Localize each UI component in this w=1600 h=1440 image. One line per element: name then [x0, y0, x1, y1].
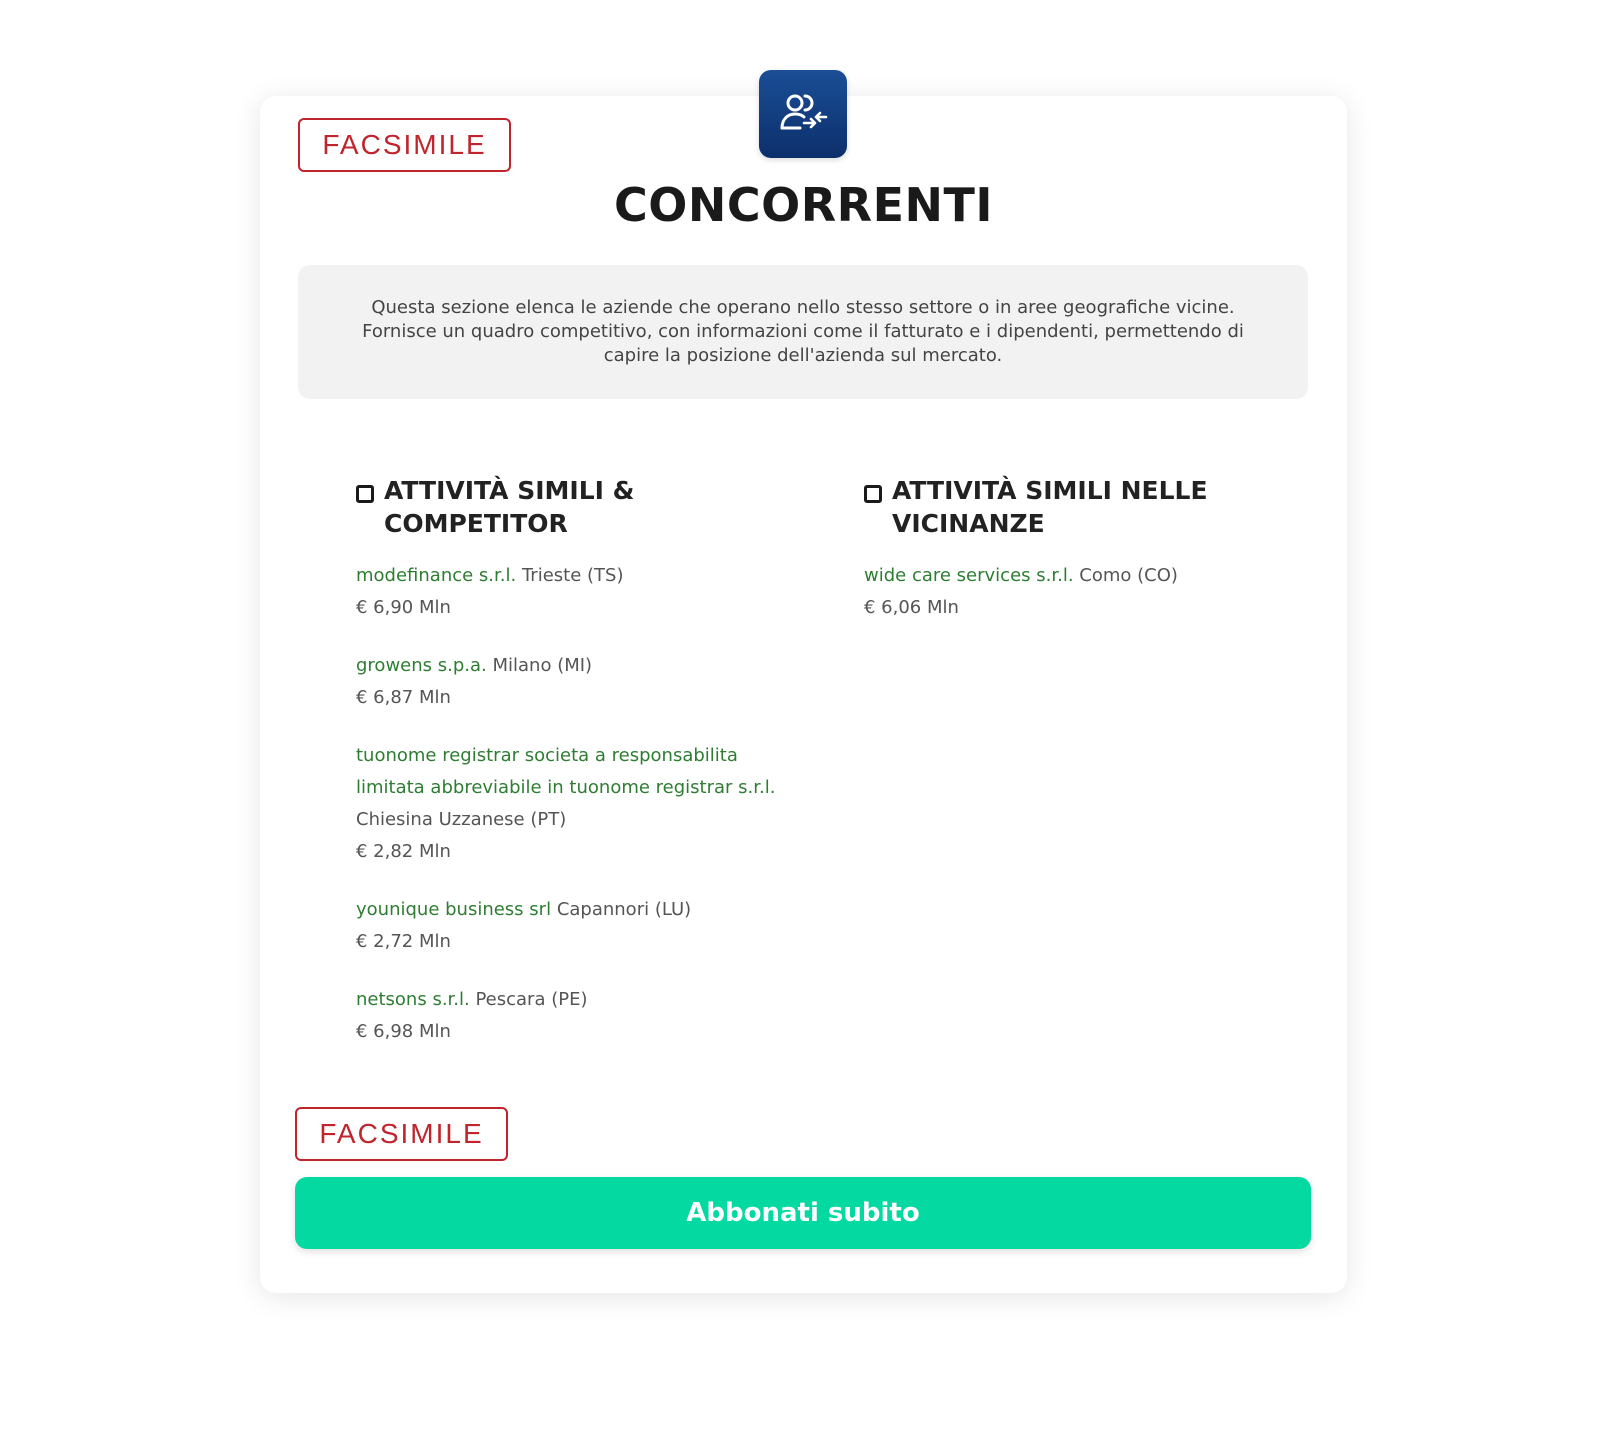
company-revenue: € 6,87 Mln — [356, 687, 451, 708]
company-revenue: € 6,90 Mln — [356, 597, 451, 618]
company-location: Capannori (LU) — [556, 899, 692, 920]
competitor-item — [356, 650, 806, 714]
competitors-heading — [356, 474, 806, 540]
nearby-heading — [864, 474, 1264, 540]
competitor-item — [356, 560, 806, 624]
page-title: CONCORRENTI — [614, 178, 993, 232]
competitors-column — [356, 474, 806, 1074]
company-location: Milano (MI) — [492, 655, 593, 676]
company-name-link[interactable]: netsons s.r.l. — [356, 989, 470, 1010]
company-name-link[interactable]: wide care services s.r.l. — [864, 565, 1074, 586]
company-name-link[interactable]: modefinance s.r.l. — [356, 565, 517, 586]
competitor-item — [356, 894, 806, 958]
subscribe-button[interactable]: Abbonati subito — [295, 1177, 1311, 1249]
nearby-column — [864, 474, 1264, 650]
square-bullet-icon — [356, 485, 374, 503]
company-revenue: € 2,72 Mln — [356, 931, 451, 952]
facsimile-stamp-bottom: FACSIMILE — [295, 1107, 508, 1161]
company-revenue: € 2,82 Mln — [356, 841, 451, 862]
company-location: Trieste (TS) — [521, 565, 624, 586]
competitor-item — [356, 984, 806, 1048]
company-name-link[interactable]: younique business srl — [356, 899, 552, 920]
nearby-heading-label: ATTIVITÀ SIMILI NELLE VICINANZE — [892, 476, 1208, 538]
company-location: Pescara (PE) — [475, 989, 588, 1010]
people-compare-icon — [775, 90, 831, 138]
competitor-item — [356, 740, 806, 868]
square-bullet-icon — [864, 485, 882, 503]
facsimile-stamp-top: FACSIMILE — [298, 118, 511, 172]
company-location: Como (CO) — [1079, 565, 1178, 586]
company-revenue: € 6,98 Mln — [356, 1021, 451, 1042]
company-location: Chiesina Uzzanese (PT) — [356, 809, 567, 830]
intro-text: Questa sezione elenca le aziende che operano nello stesso settore o in aree geografiche vicine. Fornisce un quadro competitivo, con informazioni come il fatturato e i dipendenti, permettendo di capire la posizione dell'azienda sul mercato. — [362, 297, 1244, 366]
company-name-link[interactable]: tuonome registrar societa a responsabilita limitata abbreviabile in tuonome registrar s.r.l. — [356, 745, 776, 798]
competitors-logo-badge — [759, 70, 847, 158]
competitors-heading-label: ATTIVITÀ SIMILI & COMPETITOR — [384, 476, 635, 538]
company-name-link[interactable]: growens s.p.a. — [356, 655, 487, 676]
intro-box — [298, 265, 1308, 399]
nearby-item — [864, 560, 1264, 624]
company-revenue: € 6,06 Mln — [864, 597, 959, 618]
